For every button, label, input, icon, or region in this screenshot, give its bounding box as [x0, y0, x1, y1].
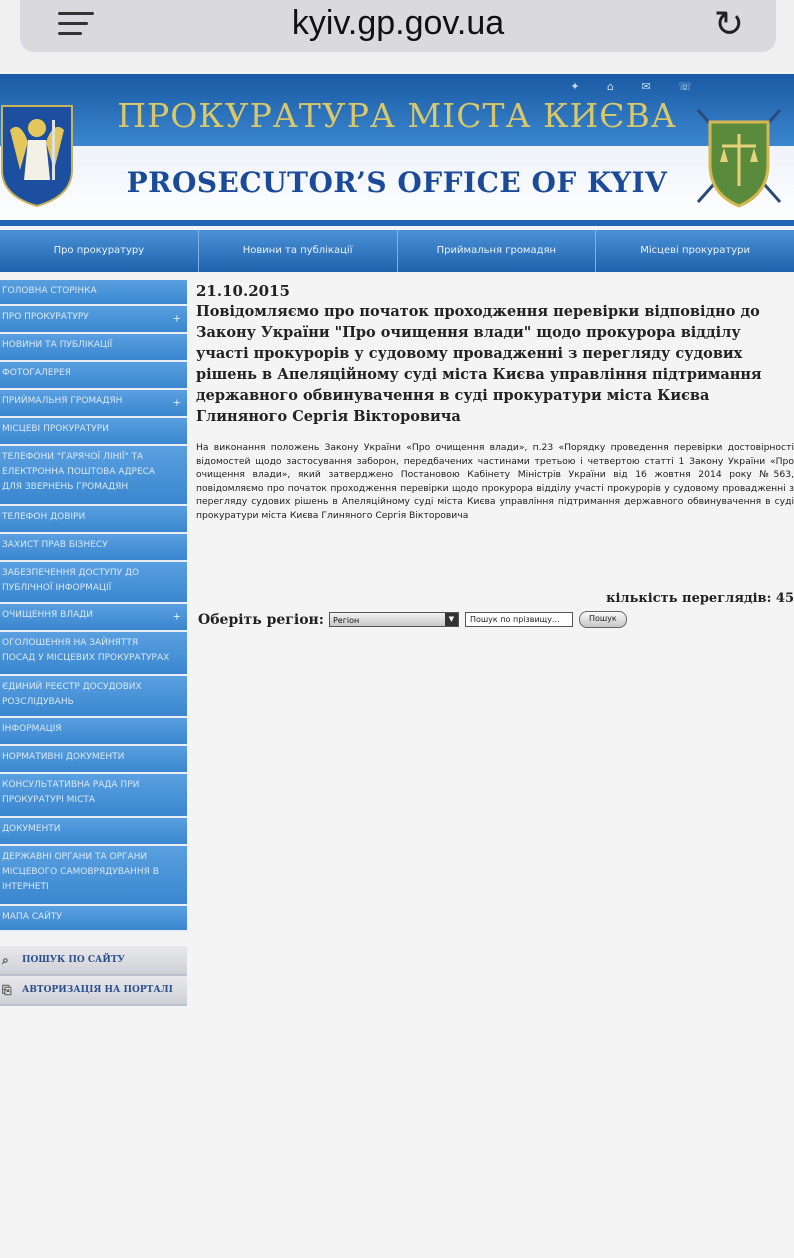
expand-icon: +	[172, 611, 181, 623]
sidebar-item-label: ОГОЛОШЕННЯ НА ЗАЙНЯТТЯ ПОСАД У МІСЦЕВИХ ПРОКУРАТУРАХ	[2, 638, 170, 663]
article-body: На виконання положень Закону України «Про очищення влади», п.23 «Порядку проведення перевірки достовірності відомостей щодо застосування заборон, передбачених частинами третьою і четвертою статті 1 Закону України «Про очищення влади», який затверджено Постановою Кабінету Міністрів України від 16 жовтня 2014 року №563, повідомляємо про початок проходження перевірки щодо прокурора відділу участі прокурорів у судовому провадженні з перегляду судових рішень в Апеляційному суді міста Києва управління підтримання державного обвинувачення в суді прокуратури міста Києва Глиняного Сергія Вікторовича	[196, 442, 794, 521]
sidebar-item-label: ЄДИНИЙ РЕЄСТР ДОСУДОВИХ РОЗСЛІДУВАНЬ	[2, 682, 142, 707]
tab-news[interactable]: Новини та публікації	[199, 230, 398, 272]
sidebar-menu	[0, 280, 187, 1006]
sidebar-item-label: МАПА САЙТУ	[2, 912, 62, 922]
login-icon: ⎘	[2, 983, 12, 997]
surname-search-input[interactable]: Пошук по прізвищу...	[465, 612, 573, 627]
view-count: кількість переглядів: 45	[606, 591, 794, 606]
sidebar-item-label: ФОТОГАЛЕРЕЯ	[2, 368, 71, 378]
prosecutor-emblem-icon	[690, 102, 788, 214]
region-select-value: Регіон	[332, 616, 360, 625]
sidebar-item-lustration[interactable]	[0, 604, 187, 632]
site-title-ukrainian: ПРОКУРАТУРА МІСТА КИЄВА	[117, 96, 677, 135]
portal-login-link[interactable]	[0, 976, 187, 1006]
sidebar-item-reception[interactable]	[0, 390, 187, 418]
reload-icon[interactable]: ↻	[713, 4, 744, 45]
sidebar-item-documents[interactable]	[0, 818, 187, 846]
sidebar-item-photo-gallery[interactable]	[0, 362, 187, 390]
url-text[interactable]: kyiv.gp.gov.ua	[291, 4, 505, 42]
chevron-down-icon: ▼	[445, 613, 458, 626]
sidebar-item-information[interactable]	[0, 718, 187, 746]
sidebar-item-sitemap[interactable]	[0, 906, 187, 932]
sidebar-item-hotline[interactable]	[0, 446, 187, 506]
sidebar-item-business-rights[interactable]	[0, 534, 187, 562]
sidebar-item-label: ДОКУМЕНТИ	[2, 824, 61, 834]
sidebar-item-label: НОРМАТИВНІ ДОКУМЕНТИ	[2, 752, 125, 762]
sidebar-item-label: ТЕЛЕФОН ДОВІРИ	[2, 512, 86, 522]
sidebar-item-label: ТЕЛЕФОНИ "ГАРЯЧОЇ ЛІНІЇ" ТА ЕЛЕКТРОННА ПОШТОВА АДРЕСА ДЛЯ ЗВЕРНЕНЬ ГРОМАДЯН	[2, 452, 156, 492]
article-date: 21.10.2015	[196, 282, 290, 300]
expand-icon: +	[172, 313, 181, 325]
sidebar-item-label: ПРО ПРОКУРАТУРУ	[2, 312, 89, 322]
sidebar-item-local-offices[interactable]	[0, 418, 187, 446]
sidebar-item-label: ІНФОРМАЦІЯ	[2, 724, 62, 734]
article-title: Повідомляємо про початок проходження перевірки відповідно до Закону України "Про очищення влади" щодо прокурора відділу участі прокурорів у судовому провадженні з перегляду судових рішень в Апеляційному суді міста Києва управління підтримання державного обвинувачення в суді прокуратури міста Києва Глиняного Сергія Вікторовича	[196, 303, 762, 425]
address-bar[interactable]	[20, 0, 776, 52]
tab-local-offices[interactable]: Місцеві прокуратури	[640, 245, 750, 256]
site-search-link[interactable]	[0, 946, 187, 976]
sidebar-item-label: ОЧИЩЕННЯ ВЛАДИ	[2, 610, 94, 620]
header-quick-icons[interactable]: ✦ ⌂ ✉ ☏	[570, 80, 704, 93]
search-button[interactable]: Пошук	[579, 611, 627, 628]
sidebar-item-label: ПРИЙМАЛЬНЯ ГРОМАДЯН	[2, 396, 123, 406]
region-label: Оберіть регіон:	[198, 611, 324, 628]
site-header	[0, 74, 794, 226]
browser-bar	[0, 0, 794, 72]
tab-reception[interactable]: Приймальня громадян	[398, 230, 597, 272]
sidebar-item-news[interactable]	[0, 334, 187, 362]
region-select[interactable]	[329, 612, 459, 627]
sidebar-item-about[interactable]	[0, 306, 187, 334]
sidebar-spacer	[0, 932, 187, 946]
header-stripe	[0, 220, 794, 226]
site-title-english: PROSECUTOR’S OFFICE OF KYIV	[126, 166, 668, 199]
main-content	[196, 282, 794, 628]
sidebar-item-label: МІСЦЕВІ ПРОКУРАТУРИ	[2, 424, 109, 434]
sidebar-item-normative-docs[interactable]	[0, 746, 187, 774]
sidebar-item-label: ГОЛОВНА СТОРІНКА	[2, 286, 97, 296]
sidebar-item-label: КОНСУЛЬТАТИВНА РАДА ПРИ ПРОКУРАТУРІ МІСТА	[2, 780, 140, 805]
region-filter	[198, 611, 627, 628]
top-navigation	[0, 230, 794, 272]
sidebar-item-vacancies[interactable]	[0, 632, 187, 676]
sidebar-item-label: ЗАХИСТ ПРАВ БІЗНЕСУ	[2, 540, 108, 550]
sidebar-item-home[interactable]	[0, 280, 187, 306]
tab-about[interactable]: Про прокуратуру	[0, 230, 199, 272]
portal-login-label: АВТОРИЗАЦІЯ НА ПОРТАЛІ	[22, 985, 173, 995]
search-icon: ⌕	[2, 953, 9, 967]
site-search-label: ПОШУК ПО САЙТУ	[22, 955, 125, 965]
sidebar-item-trust-phone[interactable]	[0, 506, 187, 534]
sidebar-item-label: ЗАБЕЗПЕЧЕННЯ ДОСТУПУ ДО ПУБЛІЧНОЇ ІНФОРМАЦІЇ	[2, 568, 140, 593]
sidebar-item-label: НОВИНИ ТА ПУБЛІКАЦІЇ	[2, 340, 113, 350]
sidebar-item-public-info[interactable]	[0, 562, 187, 604]
sidebar-item-label: ДЕРЖАВНІ ОРГАНИ ТА ОРГАНИ МІСЦЕВОГО САМОВРЯДУВАННЯ В ІНТЕРНЕТІ	[2, 852, 159, 892]
sidebar-item-state-bodies[interactable]	[0, 846, 187, 906]
sidebar-item-investigations-registry[interactable]	[0, 676, 187, 718]
sidebar-item-advisory-council[interactable]	[0, 774, 187, 818]
expand-icon: +	[172, 397, 181, 409]
